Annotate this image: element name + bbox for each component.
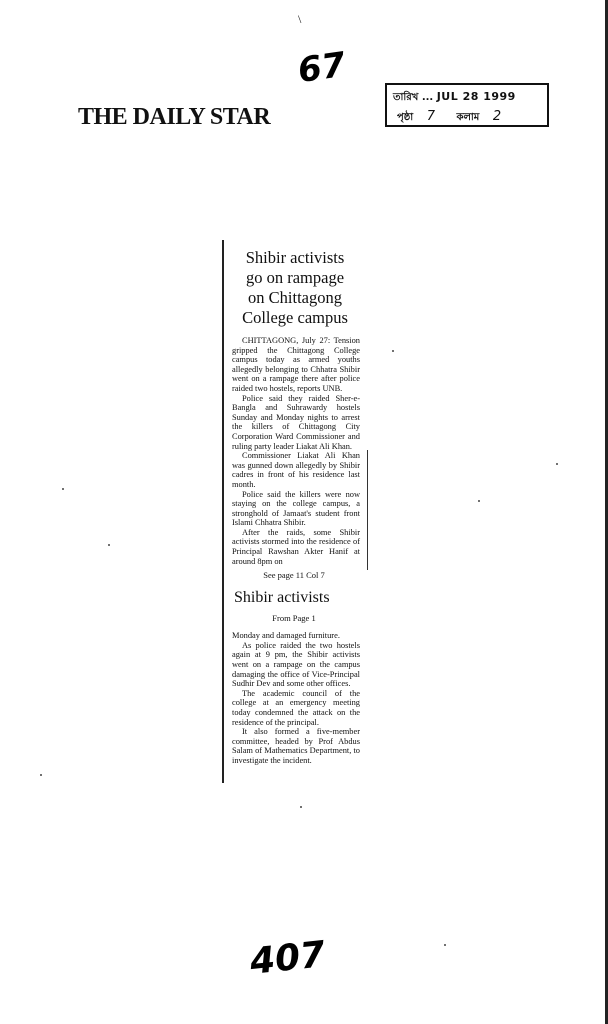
scan-speck xyxy=(478,500,480,502)
stamp-column-label: কলাম xyxy=(456,112,480,123)
stamp-date-label: তারিখ ... xyxy=(393,92,434,103)
continued-note: See page 11 Col 7 xyxy=(263,570,325,581)
scan-speck xyxy=(300,806,302,808)
scan-speck xyxy=(444,944,446,946)
from-page-note: From Page 1 xyxy=(272,613,316,624)
handwritten-number-bottom: 407 xyxy=(248,934,328,983)
scan-speck xyxy=(108,544,110,546)
scan-speck xyxy=(392,350,394,352)
article-paragraph: After the raids, some Shibir activists stormed into the residence of Principal Rawshan Akter Hanif at around 8pm on xyxy=(232,527,360,566)
stamp-page-label: পৃষ্ঠা xyxy=(397,112,414,123)
article-paragraph: Commissioner Liakat Ali Khan was gunned down allegedly by Shibir cadres in front of his residence last month. xyxy=(232,451,360,489)
stamp-page-value: 7 xyxy=(426,109,435,124)
stamp-date-row xyxy=(393,90,516,107)
scan-speck xyxy=(40,774,42,776)
article-paragraph: CHITTAGONG, July 27: Tension gripped the Chittagong College campus today as armed youths allegedly belonging to Chhatra Shibir went on a rampage there after police raided two hostels, reports UNB. xyxy=(232,336,360,393)
continuation-headline: Shibir activists xyxy=(234,589,330,607)
stamp-column-value: 2 xyxy=(492,109,502,124)
article-paragraph: Police said the killers were now staying on the college campus, a stronghold of Jamaat's student front Islami Chhatra Shibir. xyxy=(232,489,360,528)
article-body xyxy=(232,336,360,566)
news-clipping xyxy=(222,240,364,783)
stamp-date-value: JUL 28 1999 xyxy=(436,90,516,103)
stamp-page-row xyxy=(397,109,519,127)
archive-stamp xyxy=(385,83,549,127)
scan-speck xyxy=(62,488,64,490)
continuation-paragraph: It also formed a five-member committee, headed by Prof Abdus Salam of Mathematics Department, to investigate the incident. xyxy=(232,727,360,765)
article-paragraph: Police said they raided Sher-e-Bangla and Suhrawardy hostels Sunday and Monday nights to arrest the killers of Chittagong City Corporation Ward Commissioner and ruling party leader Liakat Ali Khan. xyxy=(232,393,360,451)
article-headline: Shibir activists go on rampage on Chittagong College campus xyxy=(242,248,348,327)
continuation-body xyxy=(232,631,360,765)
handwritten-number-top: 67 xyxy=(295,44,348,92)
continuation-paragraph: Monday and damaged furniture. xyxy=(232,631,340,641)
continuation-paragraph: As police raided the two hostels again at 9 pm, the Shibir activists went on a rampage on the campus damaging the office of Vice-Principal Sudhir Dev and some other offices. xyxy=(232,640,360,689)
top-mark: \ xyxy=(298,12,302,26)
continuation-paragraph: The academic council of the college at an emergency meeting today condemned the attack on the residence of the principal. xyxy=(232,688,360,727)
newspaper-masthead: THE DAILY STAR xyxy=(78,104,271,130)
scan-speck xyxy=(556,463,558,465)
